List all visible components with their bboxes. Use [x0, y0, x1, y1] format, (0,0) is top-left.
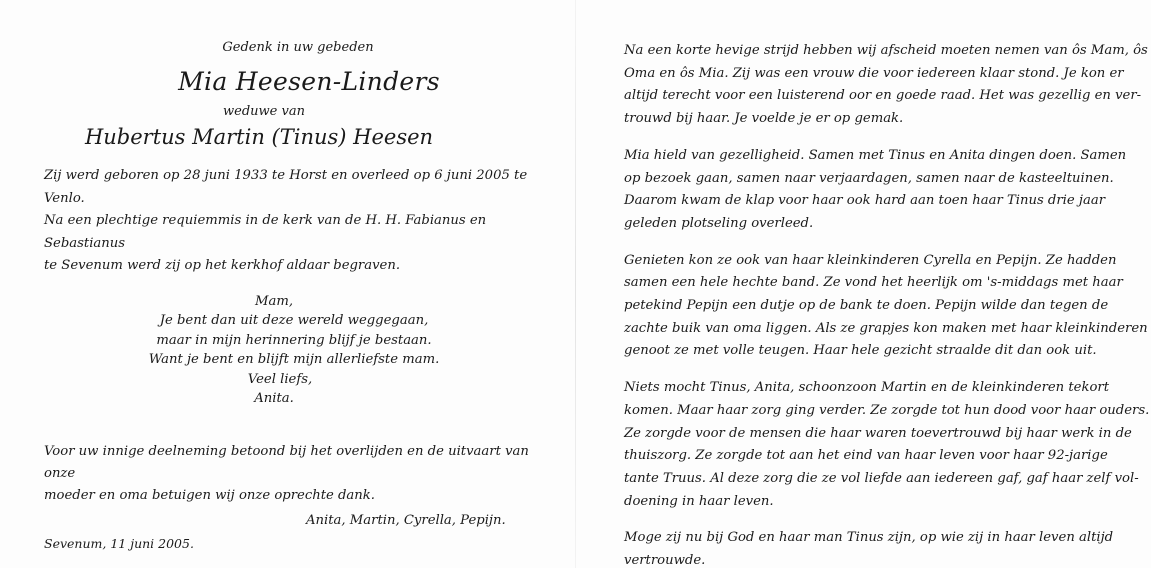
- paragraph-line: thuiszorg. Ze zorgde tot aan het eind van haar leven voor haar 92-jarige: [624, 448, 1108, 464]
- card-fold-line: [575, 0, 576, 568]
- paragraph-line: trouwd bij haar. Je voelde je er op gemak.: [624, 111, 904, 127]
- poem-line: Veel liefs,: [247, 371, 313, 387]
- thanks-paragraph: [44, 441, 544, 507]
- paragraph-line: Mia hield van gezelligheid. Samen met Tinus en Anita dingen doen. Samen: [624, 147, 1127, 163]
- paragraph-line: geleden plotseling overleed.: [624, 215, 814, 231]
- paragraph-line: Voor uw innige deelneming betoond bij het overlijden en de uitvaart van onze: [44, 443, 529, 481]
- paragraph-line: Ze zorgde voor de mensen die haar waren toevertrouwd bij haar werk in de: [624, 425, 1132, 441]
- right-panel: [624, 40, 1150, 587]
- paragraph-line: Oma en ôs Mia. Zij was een vrouw die voor iedereen klaar stond. Je kon er: [624, 65, 1124, 81]
- poem: [44, 292, 544, 409]
- tribute-paragraph-5: [624, 527, 1114, 572]
- paragraph-line: Na een korte hevige strijd hebben wij afscheid moeten nemen van ôs Mam, ôs: [624, 43, 1148, 58]
- paragraph-line: altijd terecht voor een luisterend oor en goede raad. Het was gezellig en ver-: [624, 88, 1142, 104]
- poem-line: maar in mijn herinnering blijf je bestaan.: [156, 332, 432, 348]
- paragraph-line: genoot ze met volle teugen. Haar hele gezicht straalde dit dan ook uit.: [624, 343, 1097, 359]
- widow-of-text: weduwe van: [223, 104, 305, 119]
- paragraph-line: Niets mocht Tinus, Anita, schoonzoon Martin en de kleinkinderen tekort: [624, 380, 1110, 396]
- tribute-paragraph-3: [624, 250, 1148, 364]
- paragraph-line: te Sevenum werd zij op het kerkhof aldaar begraven.: [44, 258, 401, 273]
- header-text: Gedenk in uw gebeden: [222, 40, 374, 55]
- paragraph-line: tante Truus. Al deze zorg die ze vol liefde aan iedereen gaf, gaf haar zelf vol-: [624, 470, 1139, 486]
- paragraph-line: Na een plechtige requiemmis in de kerk van de H. H. Fabianus en Sebastianus: [44, 213, 487, 251]
- poem-line: Mam,: [254, 293, 294, 309]
- paragraph-line: komen. Maar haar zorg ging verder. Ze zorgde tot hun dood voor haar ouders.: [624, 402, 1150, 418]
- poem-line: Want je bent en blijft mijn allerliefste mam.: [148, 352, 440, 367]
- paragraph-line: vertrouwde.: [624, 553, 706, 569]
- paragraph-line: samen een hele hechte band. Ze vond het heerlijk om 's-middags met haar: [624, 275, 1123, 291]
- paragraph-line: Zij werd geboren op 28 juni 1933 te Horst en overleed op 6 juni 2005 te Venlo.: [44, 168, 528, 206]
- paragraph-line: petekind Pepijn een dutje op de bank te doen. Pepijn wilde dan tegen de: [624, 298, 1109, 314]
- left-panel: [44, 40, 544, 551]
- poem-line: Je bent dan uit deze wereld weggegaan,: [159, 313, 429, 328]
- paragraph-line: Daarom kwam de klap voor haar ook hard aan toen haar Tinus drie jaar: [624, 193, 1106, 209]
- paragraph-line: doening in haar leven.: [624, 493, 774, 509]
- spouse-name: Hubertus Martin (Tinus) Heesen: [84, 125, 434, 149]
- birth-death-paragraph: [44, 165, 544, 278]
- tribute-paragraph-2: [624, 145, 1127, 236]
- paragraph-line: moeder en oma betuigen wij onze oprechte dank.: [44, 487, 375, 503]
- place-date: Sevenum, 11 juni 2005.: [44, 535, 194, 551]
- tribute-paragraph-4: [624, 377, 1150, 513]
- signers: Anita, Martin, Cyrella, Pepijn.: [306, 512, 506, 528]
- tribute-paragraph-1: [624, 40, 1148, 131]
- deceased-name: Mia Heesen-Linders: [178, 67, 440, 96]
- paragraph-line: zachte buik van oma liggen. Als ze grapjes kon maken met haar kleinkinderen: [624, 320, 1148, 336]
- poem-line: Anita.: [254, 391, 294, 406]
- paragraph-line: Moge zij nu bij God en haar man Tinus zijn, op wie zij in haar leven altijd: [624, 530, 1114, 546]
- paragraph-line: Genieten kon ze ook van haar kleinkinderen Cyrella en Pepijn. Ze hadden: [624, 252, 1117, 268]
- paragraph-line: op bezoek gaan, samen naar verjaardagen, samen naar de kasteeltuinen.: [624, 170, 1114, 186]
